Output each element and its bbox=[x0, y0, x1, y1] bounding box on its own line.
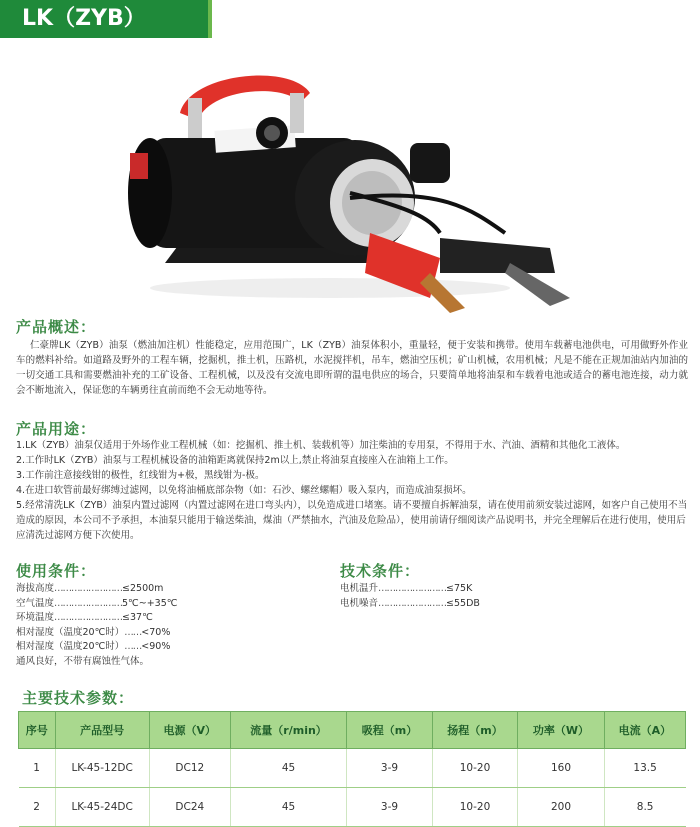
uses-item: 2.工作时LK（ZYB）油泵与工程机械设备的油箱距离就保持2m以上,禁止将油泵直接座入在油箱上工作。 bbox=[16, 455, 454, 466]
table-header-row bbox=[19, 712, 686, 749]
uses-item: 4.在进口软管前最好绑缚过滤网，以免将油桶底部杂物（如：石沙、螺丝螺帽）吸入泵内，而造成油泵损坏。 bbox=[16, 485, 472, 496]
condition-note: 通风良好，不带有腐蚀性气体。 bbox=[16, 655, 150, 667]
params-table bbox=[18, 711, 686, 827]
tech-condition-row: 电机噪音……………………≤55DB bbox=[340, 597, 480, 609]
tech-condition-row: 电机温升……………………≤75K bbox=[340, 583, 473, 594]
col-header: 序号 bbox=[19, 712, 56, 749]
table-row: 1 LK-45-12DC DC12 45 3-9 10-20 160 13.5 bbox=[19, 749, 686, 788]
uses-list bbox=[16, 438, 688, 543]
condition-row: 相对湿度（温度20℃时）……<70% bbox=[16, 626, 171, 638]
page-title: LK（ZYB） bbox=[0, 0, 212, 38]
col-header: 电源（V） bbox=[149, 712, 230, 749]
conditions-heading: 使用条件： bbox=[16, 562, 97, 580]
col-header: 扬程（m） bbox=[432, 712, 518, 749]
col-header: 功率（W） bbox=[518, 712, 605, 749]
condition-row: 环境温度……………………≤37℃ bbox=[16, 612, 153, 623]
conditions-list bbox=[16, 582, 177, 669]
uses-heading: 产品用途： bbox=[16, 420, 97, 438]
uses-item: 3.工作前注意接线钳的极性，红线钳为+极，黑线钳为-极。 bbox=[16, 470, 265, 481]
col-header: 电流（A） bbox=[604, 712, 685, 749]
overview-text: 仁豪牌LK（ZYB）油泵（燃油加注机）性能稳定，应用范围广，LK（ZYB）油泵体积小，重量轻，便于安装和携带。使用车载蓄电池供电，可用做野外作业车的燃料补给。如道路及野外的工程车辆，挖掘机，推土机，压路机，水泥搅拌机，吊车，燃油空压机；矿山机械，农用机械；凡是不能在正规加油站内加油的一切交通工具和需要燃油补充的工矿设备、工程机械，以及没有交流电即所谓的温电供应的场合，只要简单地将油泵和车载着电池或适合的蓄电池连接，动力就会不断地流入，保证您的车辆勇往直前而绝不会无动地等待。 bbox=[16, 340, 688, 396]
col-header: 产品型号 bbox=[55, 712, 149, 749]
table-row: 2 LK-45-24DC DC24 45 3-9 10-20 200 8.5 bbox=[19, 788, 686, 827]
tech-conditions-list bbox=[340, 582, 480, 611]
col-header: 吸程（m） bbox=[347, 712, 433, 749]
tech-conditions-heading: 技术条件： bbox=[340, 562, 421, 580]
condition-row: 相对湿度（温度20℃时）……<90% bbox=[16, 641, 171, 652]
uses-item: 1.LK（ZYB）油泵仅适用于外场作业工程机械（如：挖掘机、推土机、装载机等）加注柴油的专用泵，不得用于水、汽油、酒精和其他化工液体。 bbox=[16, 440, 626, 451]
overview-heading: 产品概述： bbox=[16, 318, 97, 336]
params-heading: 主要技术参数： bbox=[22, 689, 135, 707]
condition-row: 空气温度……………………5℃~+35℃ bbox=[16, 597, 178, 609]
condition-row: 海拔高度……………………≤2500m bbox=[16, 583, 164, 594]
pump-product-image bbox=[110, 58, 580, 318]
uses-item: 5.经常清洗LK（ZYB）油泵内置过滤网（内置过滤网在进口弯头内），以免造成进口堵塞。请不要擅自拆解油泵，请在使用前须安装过滤网，如客户自己使用不当造成的原因，本公司不予承担，本油泵只能用于输送柴油，煤油（严禁抽水，汽油及危险品），使用前请仔细阅读产品说明书，并完全理解后在进行使用，使用后应清洗过滤网方便下次使用。 bbox=[16, 500, 688, 541]
col-header: 流量（r/min） bbox=[230, 712, 346, 749]
